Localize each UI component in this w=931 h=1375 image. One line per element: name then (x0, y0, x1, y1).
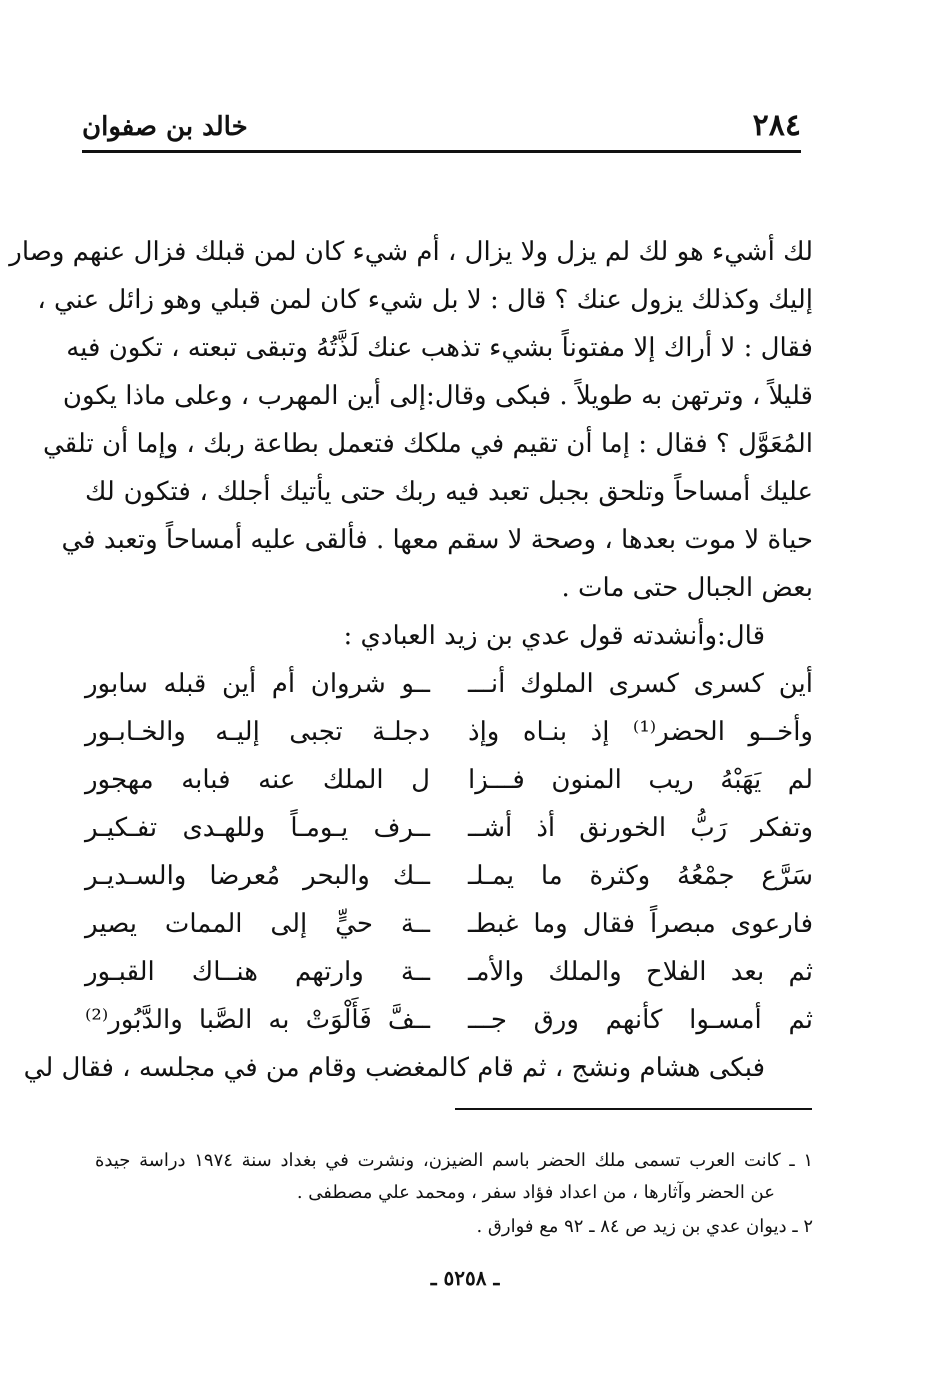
verse-second-hemistich: ــرف يـومـاً وللهـدى تفـكيـر (85, 813, 430, 843)
verse-first-hemistich: سَرَّع جمْعُهُ وكثرة ما يمـلـ (468, 861, 813, 891)
page-header (82, 108, 801, 152)
verse-first-hemistich: ثم بعد الفلاح والملك والأمـ (468, 957, 813, 987)
prose-line: قليلاً ، وترتهن به طويلاً . فبكى وقال:إلى أين المهرب ، وعلى ماذا يكون (62, 381, 813, 411)
prose-line: عليك أمساحاً وتلحق بجبل تعبد فيه ربك حتى يأتيك أجلك ، فتكون لك (85, 477, 813, 507)
verse-second-hemistich: ــة حيٍّ إلى الممات يصير (85, 909, 430, 939)
poem-verse (85, 664, 813, 712)
prose-line: فقال : لا أراك إلا مفتوناً بشيء تذهب عنك لَذَّتُهُ وتبقى تبعته ، تكون فيه (66, 333, 813, 363)
verse-first-hemistich: فارعوى مبصراً فقال وما غبطـ (468, 909, 813, 939)
poem-intro: قال:وأنشدته قول عدي بن زيد العبادي : (343, 621, 765, 651)
running-title: خالد بن صفوان (82, 112, 248, 142)
verse-first-hemistich: وأخــو الحضر⁽¹⁾ إذ بنـاه وإذ (468, 717, 813, 747)
prose-line: فبكى هشام ونشج ، ثم قام كالمغضب وقام من في مجلسه ، فقال لي (23, 1053, 765, 1083)
verse-first-hemistich: وتفكر رَبُّ الخورنق أذ أشــ (468, 813, 813, 843)
poem-verse (85, 904, 813, 952)
verse-second-hemistich: ل الملك عنه فبابه مهجور (85, 765, 430, 795)
poem-verse (85, 1000, 813, 1048)
prose-line: إليك وكذلك يزول عنك ؟ قال : لا بل شيء كان لمن قبلي وهو زائل عني ، (37, 285, 813, 315)
verse-first-hemistich: ثم أمسـوا كأنهم ورق جـــ (468, 1005, 813, 1035)
prose-line: حياة لا موت بعدها ، وصحة لا سقم معها . فألقى عليه أمساحاً وتعبد في (61, 525, 813, 555)
verse-first-hemistich: لم يَهَبْهُ ريب المنون فـــزا (468, 765, 813, 795)
verse-second-hemistich: ــك والبحر مُعرضا والسـديـر (85, 861, 430, 891)
header-rule (82, 150, 801, 153)
verse-first-hemistich: أين كسرى كسرى الملوك أنـــ (468, 669, 813, 699)
footnote-2: ٢ ـ ديوان عدي بن زيد ص ٨٤ ـ ٩٢ مع فوارق . (476, 1216, 813, 1237)
prose-line: المُعَوَّل ؟ فقال : إما أن تقيم في ملكك فتعمل بطاعة ربك ، وإما أن تلقي (43, 429, 813, 459)
poem-verse (85, 952, 813, 1000)
prose-line: بعض الجبال حتى مات . (561, 573, 813, 603)
verse-second-hemistich: دجلـة تجبى إليـه والخـابـور (85, 717, 430, 747)
verse-second-hemistich: ــو شروان أم أين قبله سابور (85, 669, 430, 699)
folio-number: ـ ٥٢٥٨ ـ (430, 1266, 500, 1290)
verse-second-hemistich: ــة وارتهم هنــاك القبـور (85, 957, 430, 987)
verse-second-hemistich: ــفَّ فَأَلْوَتْ به الصَّبا والدَّبُور⁽²⁾ (85, 1005, 430, 1035)
prose-line: لك أشيء هو لك لم يزل ولا يزال ، أم شيء كان لمن قبلك فزال عنهم وصار (9, 237, 813, 267)
poem-verse (85, 712, 813, 760)
poem-verse (85, 760, 813, 808)
footnote-rule (455, 1108, 812, 1110)
poem-verse (85, 808, 813, 856)
footnote-1: ١ ـ كانت العرب تسمى ملك الحضر باسم الضيزن، ونشرت في بغداد سنة ١٩٧٤ دراسة جيدة (95, 1150, 813, 1171)
poem-verse (85, 856, 813, 904)
footnote-1-continuation: عن الحضر وآثارها ، من اعداد فؤاد سفر ، ومحمد علي مصطفى . (296, 1182, 775, 1203)
page-number: ٢٨٤ (752, 108, 801, 143)
